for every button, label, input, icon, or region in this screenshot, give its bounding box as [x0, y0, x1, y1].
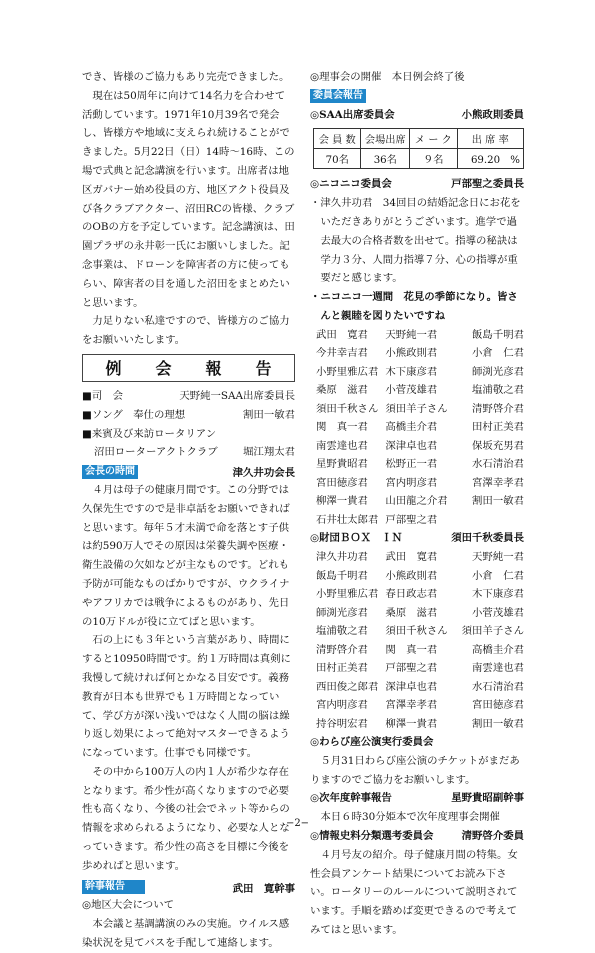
district-text: 本会議と基調講演のみの実施。ウイルス感染状況を見てバスを手配して連絡します。: [82, 918, 290, 950]
president-bar: 会長の時間: [82, 465, 138, 479]
member-name: 宮内明彦君: [316, 699, 368, 712]
member-name: 田村正美君: [316, 662, 368, 675]
member-name: [455, 511, 524, 530]
warabi-heading: ◎わらび座公演実行委員会: [310, 736, 434, 749]
program-value: 天野純一SAA出席委員長: [179, 389, 295, 402]
attendance-header-row: [314, 129, 524, 149]
member-name: 小熊政則君: [385, 569, 438, 582]
member-name: 飯島千明君: [316, 569, 368, 582]
member-name: 宮田徳彦君: [472, 699, 524, 712]
member-name: 戸部聖之君: [385, 513, 438, 526]
member-name: 天野純一君: [472, 551, 524, 564]
member-name: 割田一敏君: [472, 717, 524, 730]
committee-header: [310, 87, 524, 106]
intro-line: でき、皆様のご協力もあり完売できました。: [82, 71, 290, 83]
member-name: 須田千秋さん: [385, 625, 448, 638]
saa-name: 小熊政則委員: [461, 108, 524, 121]
member-name: 桑原 滋君: [316, 384, 368, 397]
member-name: 今井幸吉君: [316, 347, 368, 360]
niko-item: ・ニコニコ一週間 花見の季節になり。皆さんと親睦を図りたいですね: [310, 291, 518, 322]
member-name: 田村正美君: [472, 421, 524, 434]
saa-heading-row: [310, 106, 524, 125]
member-name: 武田 寛君: [385, 551, 438, 564]
box-heading-row: [310, 529, 524, 548]
member-name: 須田羊子さん: [461, 625, 524, 638]
member-name: 木下康彦君: [472, 588, 524, 601]
member-name: 持谷明宏君: [316, 717, 368, 730]
attendance-value: 69.20 %: [457, 149, 523, 169]
niko-item: ・津久井功君 34回目の結婚記念日にお花をいただきありがとうございます。進学で過去最大の合格者数を出せて。指導の秘訣は学力３分、人間力指導７分、心の指導が重要だと感じます。: [310, 197, 521, 285]
program-row: [82, 443, 295, 462]
member-name: 南雲達也君: [316, 439, 368, 452]
attendance-header: 出 席 率: [457, 129, 523, 149]
box-name-list: [310, 548, 524, 733]
member-name: 小野里雅広君: [316, 365, 379, 378]
member-name: 南雲達也君: [472, 662, 524, 675]
program-row: [82, 406, 295, 425]
next-text: 本日６時30分姫本で次年度理事会開催: [320, 811, 500, 824]
info-name: 清野啓介委員: [461, 830, 524, 843]
next-heading-row: [310, 789, 524, 808]
committee-bar: 委員会報告: [310, 89, 366, 103]
intro-paragraph: 現在は50周年に向けて14名力を合わせて活動しています。1971年10月39名で発会し、皆様方や地域に支えられ続けることができました。5月22日（日）14時〜16時、この場で式典と記念講演を行います。出席者は地区ガバナー始め役員の方、地区アクト役員及び各クラブアクター、沼田RCの皆様、クラブのOBの方を予定しています。記念講演は、田園プラザの永井彰一氏にお願いしました。記念事業は、ドローンを障害者の方に使ってもらい、障害者の目を通した沼田をまとめたいと思います。: [82, 89, 295, 309]
member-name: 割田一敏君: [472, 495, 524, 508]
member-name: 津久井功君: [316, 551, 368, 564]
program-label: ■司 会: [82, 389, 123, 402]
secretary-name: 武田 寛幹事: [232, 882, 295, 895]
member-name: 塩浦敬之君: [316, 625, 368, 638]
secretary-header: [82, 878, 295, 897]
member-name: 宮内明彦君: [385, 476, 438, 489]
section-title: 例 会 報 告: [105, 359, 281, 379]
member-name: 柳澤一貴君: [385, 717, 438, 730]
member-name: 松野正一君: [385, 458, 438, 471]
intro-closing: 力足りない私達ですので、皆様方のご協力をお願いいたします。: [82, 315, 290, 347]
member-name: 小熊政則君: [385, 347, 438, 360]
attendance-value-row: [314, 149, 524, 169]
member-name: 星野貴昭君: [316, 458, 368, 471]
box-name: 須田千秋委員長: [451, 532, 524, 545]
member-name: 高橋圭介君: [472, 643, 524, 656]
attendance-value: 36名: [361, 149, 410, 169]
member-name: 高橋圭介君: [385, 421, 438, 434]
member-name: 深津卓也君: [385, 439, 438, 452]
niko-heading-row: [310, 175, 524, 194]
member-name: 小菅茂雄君: [385, 384, 438, 397]
member-name: 天野純一君: [385, 328, 438, 341]
member-name: 塩浦敬之君: [472, 384, 524, 397]
member-name: 須田羊子さん: [385, 402, 448, 415]
member-name: 石井壮太郎君: [316, 513, 379, 526]
member-name: 水石清治君: [472, 680, 524, 693]
program-row: [82, 387, 295, 406]
attendance-header: 会場出席: [361, 129, 410, 149]
member-name: 小野里雅広君: [316, 588, 379, 601]
secretary-bar: 幹事報告: [82, 880, 145, 894]
board-line: ◎理事会の開催 本日例会終了後: [310, 71, 465, 83]
member-name: 桑原 滋君: [385, 606, 438, 619]
niko-heading: ◎ニコニコ委員会: [310, 178, 392, 191]
attendance-header: メ ー ク: [410, 129, 457, 149]
member-name: 師渕光彦君: [316, 606, 368, 619]
member-name: 関 真一君: [385, 643, 438, 656]
section-title-box: [82, 354, 295, 382]
president-name: 津久井功会長: [232, 467, 295, 480]
member-name: 春日政志君: [385, 588, 438, 601]
member-name: 小倉 仁君: [472, 569, 524, 582]
saa-heading: ◎SAA出席委員会: [310, 108, 395, 121]
program-label: 沼田ローターアクトクラブ: [94, 446, 218, 459]
member-name: 保坂充男君: [472, 439, 524, 452]
attendance-value: 70名: [314, 149, 361, 169]
info-heading: ◎情報史料分類選考委員会: [310, 830, 434, 843]
program-label: ■ソング 奉仕の理想: [82, 408, 186, 421]
member-name: 木下康彦君: [385, 365, 438, 378]
member-name: 小倉 仁君: [472, 347, 524, 360]
attendance-table: [313, 128, 524, 169]
program-value: 割田一敏君: [243, 408, 295, 421]
warabi-text: ５月31日わらび座公演のチケットがまだありますのでご協力をお願いします。: [310, 754, 520, 786]
info-text: ４月号友の紹介。母子健康月間の特集。女性会員アンケート結果についてお読み下さい。ロータリーのルールについて説明されています。手順を踏めば変更できるので考えてみてはと思います。: [310, 848, 518, 937]
member-name: 宮澤幸孝君: [385, 699, 438, 712]
president-paragraph: ４月は母子の健康月間です。この分野では久保先生ですので是非卓話をお願いできればと思います。毎年５才未満で命を落とす子供は約590万人でその原因は栄養失調や医療・衛生設備の欠如などが主なものです。どれも予防が可能なものばかりですが、ウクライナやアフリカでは戦争によるものがあり、先日の10万ドルが役に立てばと思います。: [82, 483, 290, 628]
box-heading: ◎財団ＢＯＸ ＩＮ: [310, 532, 403, 545]
program-value: 堀江翔太君: [243, 446, 295, 459]
president-header: [82, 462, 295, 481]
member-name: 須田千秋さん: [316, 402, 379, 415]
member-name: 戸部聖之君: [385, 662, 438, 675]
info-heading-row: [310, 827, 524, 846]
program-row: [82, 425, 295, 444]
attendance-header: 会 員 数: [314, 129, 361, 149]
attendance-value: ９名: [410, 149, 457, 169]
member-name: 清野啓介君: [316, 643, 368, 656]
member-name: 関 真一君: [316, 421, 368, 434]
member-name: 宮澤幸孝君: [472, 476, 524, 489]
next-name: 星野貴昭副幹事: [451, 792, 524, 805]
district-heading: ◎地区大会について: [82, 899, 174, 912]
member-name: 深津卓也君: [385, 680, 438, 693]
president-paragraph: その中から100万人の内１人が希少な存在となります。希少性が高くなりますので必要性も高くなり、今後の社会でネット等からの情報を求められるようになり、必要な人となっていきます。希少性の高さを目標に今後を歩めればと思います。: [82, 765, 290, 872]
member-name: 師渕光彦君: [472, 365, 524, 378]
niko-name-list: [310, 326, 524, 530]
next-heading: ◎次年度幹事報告: [310, 792, 392, 805]
member-name: 西田俊之郎君: [316, 680, 379, 693]
member-name: 武田 寛君: [316, 328, 368, 341]
member-name: 水石清治君: [472, 458, 524, 471]
niko-name: 戸部聖之委員長: [451, 178, 524, 191]
page-number: −2−: [285, 818, 310, 829]
member-name: 清野啓介君: [472, 402, 524, 415]
member-name: 柳澤一貴君: [316, 495, 368, 508]
president-paragraph: 石の上にも３年という言葉があり、時間にすると10950時間です。約１万時間は真剣に我慢して続ければ何とかなる目安です。義務教育が日本も世界でも１万時間となっていて、学び方が深い浅いではなく人間の脳は繰り返し効果によって絶対マスターできるようになっています。仕事でも同様です。: [82, 634, 291, 760]
right-column: [310, 68, 524, 940]
member-name: 飯島千明君: [472, 328, 524, 341]
member-name: 小菅茂雄君: [472, 606, 524, 619]
member-name: 宮田徳彦君: [316, 476, 368, 489]
program-label: ■来賓及び来訪ロータリアン: [82, 427, 217, 440]
member-name: 山田龍之介君: [385, 495, 448, 508]
